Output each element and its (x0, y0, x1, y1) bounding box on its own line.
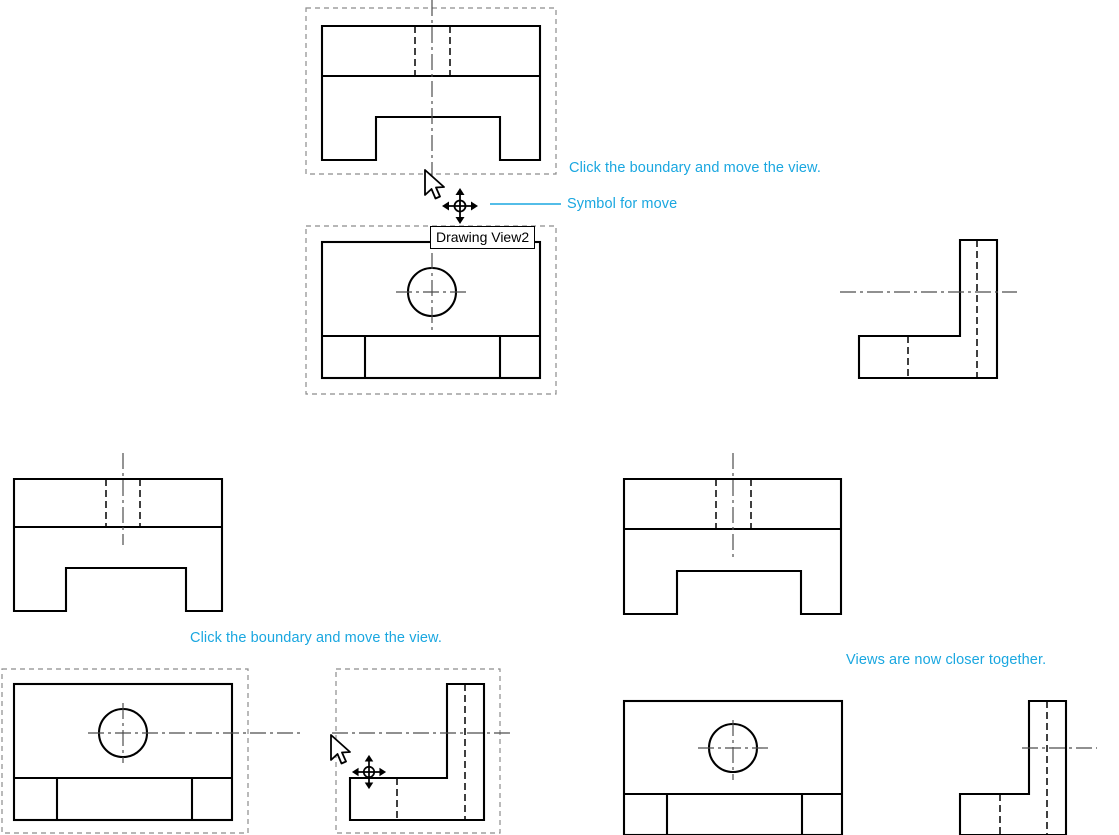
side-view-outline (350, 684, 484, 820)
view-front-midright[interactable] (624, 453, 841, 614)
view-side-bottomright[interactable] (960, 701, 1097, 835)
annotation-click-boundary-lower: Click the boundary and move the view. (190, 630, 442, 646)
view-boundary[interactable] (2, 669, 248, 833)
view-boundary[interactable] (306, 8, 556, 174)
front-view-outline (322, 26, 540, 160)
view-top-top[interactable] (306, 226, 556, 394)
view-front-top[interactable] (306, 0, 556, 190)
view-top-bottomleft[interactable] (2, 669, 300, 833)
view-side-top[interactable] (840, 240, 1017, 378)
view-boundary[interactable] (306, 226, 556, 394)
view-front-midleft[interactable] (14, 453, 222, 611)
side-view-outline (960, 701, 1066, 835)
annotation-views-closer: Views are now closer together. (846, 652, 1047, 668)
move-cross-arrows-icon (350, 753, 388, 791)
annotation-click-boundary-top: Click the boundary and move the view. (569, 160, 821, 176)
view-side-bottomleft[interactable] (332, 669, 510, 833)
mouse-pointer-icon (328, 733, 354, 767)
annotation-symbol-for-move: Symbol for move (567, 196, 678, 212)
view-top-bottomright[interactable] (624, 701, 842, 835)
view-boundary[interactable] (336, 669, 500, 833)
front-view-outline (14, 479, 222, 611)
drawing-view-tooltip: Drawing View2 (430, 226, 535, 249)
mouse-pointer-icon (422, 168, 448, 202)
top-view-outline (322, 242, 540, 378)
